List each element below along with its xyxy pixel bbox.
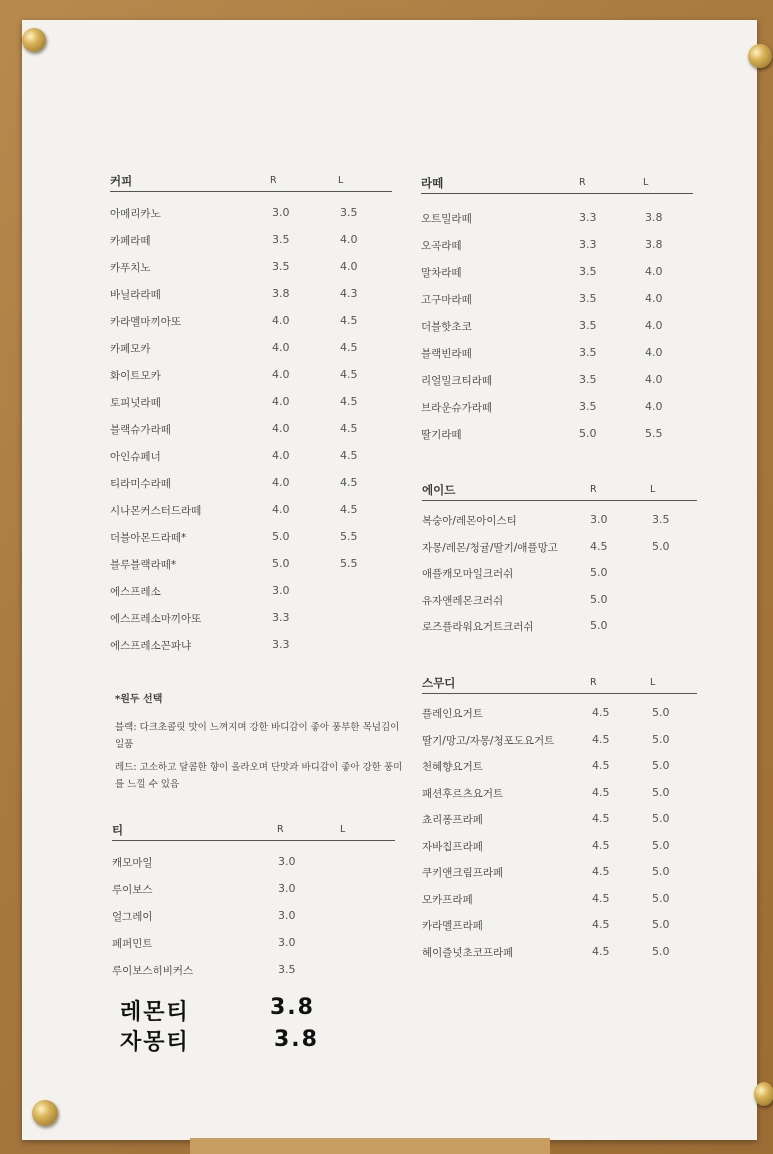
menu-row bbox=[422, 945, 697, 972]
section-title: 에이드 bbox=[422, 483, 456, 497]
price-r: 4.0 bbox=[272, 395, 290, 408]
col-r-label: R bbox=[270, 175, 277, 186]
price-l: 5.0 bbox=[652, 918, 670, 931]
menu-row bbox=[422, 733, 697, 760]
menu-row bbox=[112, 936, 395, 963]
price-r: 5.0 bbox=[579, 427, 597, 440]
price-l: 4.5 bbox=[340, 449, 358, 462]
menu-row bbox=[422, 892, 697, 919]
item-name: 더블아몬드라떼* bbox=[110, 532, 187, 544]
price-r: 5.0 bbox=[272, 530, 290, 543]
latte-section bbox=[421, 175, 693, 454]
price-l: 3.8 bbox=[645, 238, 663, 251]
price-r: 4.0 bbox=[272, 368, 290, 381]
tea-header bbox=[112, 822, 395, 841]
item-name: 캐모마일 bbox=[112, 857, 153, 869]
item-name: 자몽/레몬/청귤/딸기/애플망고 bbox=[422, 541, 558, 554]
menu-row bbox=[110, 449, 392, 476]
item-name: 블랙슈가라떼 bbox=[110, 424, 171, 436]
price-r: 4.5 bbox=[592, 918, 610, 931]
price-l: 4.0 bbox=[645, 373, 663, 386]
bean-selection-note bbox=[115, 690, 405, 799]
menu-row bbox=[110, 503, 392, 530]
price-l: 3.5 bbox=[652, 513, 670, 526]
board-strip bbox=[190, 1138, 550, 1154]
col-l-label: L bbox=[340, 824, 346, 835]
menu-row bbox=[110, 233, 392, 260]
price-r: 4.0 bbox=[272, 422, 290, 435]
price-r: 4.0 bbox=[272, 314, 290, 327]
item-name: 오트밀라떼 bbox=[421, 213, 472, 225]
menu-row bbox=[110, 287, 392, 314]
item-name: 블루블랙라떼* bbox=[110, 559, 177, 571]
price-l: 5.0 bbox=[652, 706, 670, 719]
price-l: 5.0 bbox=[652, 838, 670, 852]
menu-row bbox=[421, 319, 693, 346]
price-l: 4.3 bbox=[340, 287, 358, 300]
menu-row bbox=[110, 422, 392, 449]
menu-row bbox=[422, 619, 697, 646]
price-l: 4.5 bbox=[340, 314, 358, 327]
item-name: 바닐라라떼 bbox=[110, 289, 161, 301]
col-r-label: R bbox=[579, 177, 586, 188]
price-r: 4.5 bbox=[592, 944, 610, 958]
price-r: 4.5 bbox=[592, 785, 610, 799]
item-name: 아인슈페너 bbox=[110, 451, 161, 463]
menu-row bbox=[421, 400, 693, 427]
price-l: 5.0 bbox=[652, 891, 670, 905]
price-l: 4.5 bbox=[340, 341, 358, 354]
handwritten-item-price: 3.8 bbox=[274, 1027, 319, 1052]
price-l: 4.5 bbox=[340, 476, 358, 489]
item-name: 블랙빈라떼 bbox=[421, 348, 472, 360]
price-r: 3.5 bbox=[579, 400, 597, 413]
price-r: 3.3 bbox=[272, 611, 290, 624]
price-r: 3.0 bbox=[272, 584, 290, 597]
section-title: 라떼 bbox=[421, 176, 444, 190]
price-l: 4.0 bbox=[645, 292, 663, 305]
item-name: 딸기/망고/자몽/청포도요거트 bbox=[422, 734, 555, 747]
price-l: 5.0 bbox=[652, 732, 670, 746]
price-l: 3.5 bbox=[340, 206, 358, 219]
handwritten-item-name: 레몬티 bbox=[120, 1000, 190, 1025]
price-r: 3.8 bbox=[272, 287, 290, 300]
menu-row bbox=[110, 260, 392, 287]
item-name: 쵸리퐁프라페 bbox=[422, 814, 483, 826]
price-r: 4.5 bbox=[592, 891, 610, 905]
price-r: 3.0 bbox=[272, 206, 290, 219]
price-l: 5.5 bbox=[645, 427, 663, 440]
item-name: 유자앤레몬크러쉬 bbox=[422, 594, 504, 607]
price-l: 4.0 bbox=[340, 260, 358, 273]
price-r: 4.0 bbox=[272, 449, 290, 462]
section-title: 티 bbox=[112, 823, 124, 837]
price-r: 4.5 bbox=[592, 706, 610, 719]
price-r: 3.0 bbox=[278, 909, 296, 922]
price-l: 5.5 bbox=[340, 557, 358, 570]
col-l-label: L bbox=[643, 177, 649, 188]
handwritten-item-price: 3.8 bbox=[270, 995, 315, 1020]
price-l: 5.0 bbox=[652, 759, 670, 772]
price-l: 5.0 bbox=[652, 539, 670, 553]
price-r: 4.0 bbox=[272, 341, 290, 354]
menu-row bbox=[421, 211, 693, 238]
price-l: 5.0 bbox=[652, 865, 670, 878]
menu-row bbox=[422, 812, 697, 839]
section-title: 커피 bbox=[110, 174, 133, 188]
pin-bottom-right bbox=[754, 1082, 773, 1106]
item-name: 더블핫초코 bbox=[421, 321, 472, 333]
item-name: 루이보스 bbox=[112, 884, 153, 896]
smoothie-section bbox=[422, 675, 697, 971]
menu-row bbox=[422, 918, 697, 945]
menu-row bbox=[112, 882, 395, 909]
price-l: 4.0 bbox=[645, 319, 663, 332]
item-name: 복숭아/레몬아이스티 bbox=[422, 515, 517, 527]
col-r-label: R bbox=[590, 677, 597, 688]
menu-row bbox=[112, 963, 395, 990]
smoothie-header bbox=[422, 675, 697, 694]
item-name: 오곡라떼 bbox=[421, 240, 462, 252]
menu-row bbox=[110, 611, 392, 638]
menu-row bbox=[422, 865, 697, 892]
item-name: 말차라떼 bbox=[421, 267, 462, 279]
item-name: 브라운슈가라떼 bbox=[421, 402, 493, 414]
tea-section bbox=[112, 822, 395, 990]
price-r: 4.5 bbox=[590, 539, 608, 553]
bean-title: *원두 선택 bbox=[115, 694, 163, 705]
item-name: 에스프레소 bbox=[110, 586, 161, 598]
item-name: 페퍼민트 bbox=[112, 938, 153, 950]
menu-row bbox=[110, 530, 392, 557]
menu-row bbox=[422, 513, 697, 540]
menu-row bbox=[422, 706, 697, 733]
menu-row bbox=[422, 786, 697, 813]
item-name: 자바칩프라페 bbox=[422, 840, 483, 853]
col-l-label: L bbox=[650, 677, 656, 688]
price-r: 5.0 bbox=[590, 619, 608, 632]
price-r: 3.3 bbox=[579, 211, 597, 224]
menu-row bbox=[421, 373, 693, 400]
price-r: 4.0 bbox=[272, 503, 290, 516]
price-r: 5.0 bbox=[272, 557, 290, 570]
price-l: 4.5 bbox=[340, 422, 358, 435]
item-name: 에스프레소꼰파냐 bbox=[110, 640, 192, 652]
item-name: 헤이즐넛초코프라페 bbox=[422, 946, 514, 959]
menu-row bbox=[421, 346, 693, 373]
item-name: 플레인요거트 bbox=[422, 708, 483, 720]
menu-row bbox=[422, 839, 697, 866]
item-name: 딸기라떼 bbox=[421, 429, 462, 441]
menu-row bbox=[422, 566, 697, 593]
menu-row bbox=[112, 909, 395, 936]
price-r: 3.5 bbox=[278, 963, 296, 976]
price-r: 4.5 bbox=[592, 838, 610, 852]
coffee-section bbox=[110, 173, 392, 665]
item-name: 로즈플라워요거트크러쉬 bbox=[422, 621, 534, 633]
item-name: 루이보스히비커스 bbox=[112, 965, 194, 977]
handwritten-item-name: 자몽티 bbox=[120, 1030, 190, 1055]
price-l: 4.5 bbox=[340, 368, 358, 381]
price-r: 3.0 bbox=[278, 855, 296, 868]
price-r: 3.0 bbox=[590, 513, 608, 526]
price-r: 4.5 bbox=[592, 732, 610, 746]
price-l: 4.5 bbox=[340, 503, 358, 516]
price-r: 4.5 bbox=[592, 865, 610, 878]
item-name: 카페모카 bbox=[110, 343, 151, 355]
menu-row bbox=[422, 540, 697, 567]
menu-row bbox=[422, 593, 697, 620]
latte-header bbox=[421, 175, 693, 194]
price-l: 4.0 bbox=[645, 346, 663, 359]
price-r: 5.0 bbox=[590, 566, 608, 579]
price-r: 4.5 bbox=[592, 759, 610, 772]
bean-red-desc: 레드: 고소하고 달콤한 향이 올라오며 단맛과 바디감이 좋아 강한 풍미를 느낄 수 있음 bbox=[115, 762, 403, 790]
item-name: 패션후르츠요거트 bbox=[422, 787, 504, 800]
price-l: 4.0 bbox=[645, 400, 663, 413]
price-l: 5.0 bbox=[652, 944, 670, 958]
price-r: 5.0 bbox=[590, 592, 608, 606]
price-r: 3.5 bbox=[579, 373, 597, 386]
menu-row bbox=[112, 855, 395, 882]
item-name: 카푸치노 bbox=[110, 262, 151, 274]
coffee-header bbox=[110, 173, 392, 192]
menu-row bbox=[110, 557, 392, 584]
item-name: 쿠키앤크림프라페 bbox=[422, 867, 504, 879]
col-r-label: R bbox=[277, 824, 284, 835]
item-name: 아메리카노 bbox=[110, 208, 161, 220]
menu-row bbox=[110, 368, 392, 395]
price-r: 3.3 bbox=[272, 638, 290, 651]
col-r-label: R bbox=[590, 484, 597, 495]
menu-row bbox=[110, 395, 392, 422]
menu-row bbox=[421, 292, 693, 319]
price-r: 3.5 bbox=[579, 292, 597, 305]
menu-row bbox=[421, 265, 693, 292]
price-r: 3.5 bbox=[272, 233, 290, 246]
price-l: 4.0 bbox=[645, 265, 663, 278]
item-name: 화이트모카 bbox=[110, 370, 161, 382]
price-r: 4.0 bbox=[272, 476, 290, 489]
item-name: 리얼밀크티라떼 bbox=[421, 375, 493, 387]
bean-black-desc: 블랙: 다크초콜릿 맛이 느껴지며 강한 바디감이 좋아 풍부한 목넘김이 일품 bbox=[115, 722, 400, 750]
price-l: 5.0 bbox=[652, 812, 670, 825]
item-name: 카라멜프라페 bbox=[422, 920, 483, 932]
item-name: 에스프레소마끼아또 bbox=[110, 613, 202, 625]
menu-row bbox=[110, 341, 392, 368]
menu-row bbox=[421, 427, 693, 454]
menu-row bbox=[110, 638, 392, 665]
item-name: 고구마라떼 bbox=[421, 294, 472, 306]
price-r: 3.5 bbox=[579, 265, 597, 278]
col-l-label: L bbox=[650, 484, 656, 495]
price-l: 5.5 bbox=[340, 530, 358, 543]
pin-top-right bbox=[748, 44, 772, 68]
price-l: 3.8 bbox=[645, 211, 663, 224]
ade-header bbox=[422, 482, 697, 501]
menu-row bbox=[421, 238, 693, 265]
price-r: 3.5 bbox=[579, 319, 597, 332]
item-name: 카라멜마끼아또 bbox=[110, 316, 182, 328]
menu-row bbox=[110, 476, 392, 503]
pin-top-left bbox=[22, 28, 46, 52]
col-l-label: L bbox=[338, 175, 344, 186]
menu-row bbox=[422, 759, 697, 786]
price-l: 5.0 bbox=[652, 785, 670, 799]
item-name: 시나몬커스터드라떼 bbox=[110, 505, 202, 517]
price-l: 4.5 bbox=[340, 395, 358, 408]
menu-row bbox=[110, 314, 392, 341]
price-l: 4.0 bbox=[340, 233, 358, 246]
item-name: 천혜향요거트 bbox=[422, 761, 483, 773]
price-r: 3.3 bbox=[579, 238, 597, 251]
price-r: 4.5 bbox=[592, 812, 610, 825]
item-name: 카페라떼 bbox=[110, 235, 151, 247]
section-title: 스무디 bbox=[422, 676, 456, 690]
item-name: 토피넛라떼 bbox=[110, 397, 161, 409]
menu-row bbox=[110, 206, 392, 233]
ade-section bbox=[422, 482, 697, 646]
price-r: 3.0 bbox=[278, 882, 296, 895]
price-r: 3.5 bbox=[579, 346, 597, 359]
item-name: 모카프라페 bbox=[422, 893, 473, 906]
price-r: 3.0 bbox=[278, 936, 296, 949]
price-r: 3.5 bbox=[272, 260, 290, 273]
item-name: 애플캐모마일크러쉬 bbox=[422, 568, 514, 580]
pin-bottom-left bbox=[32, 1100, 58, 1126]
item-name: 티라미수라떼 bbox=[110, 478, 171, 490]
menu-row bbox=[110, 584, 392, 611]
item-name: 얼그레이 bbox=[112, 911, 153, 923]
